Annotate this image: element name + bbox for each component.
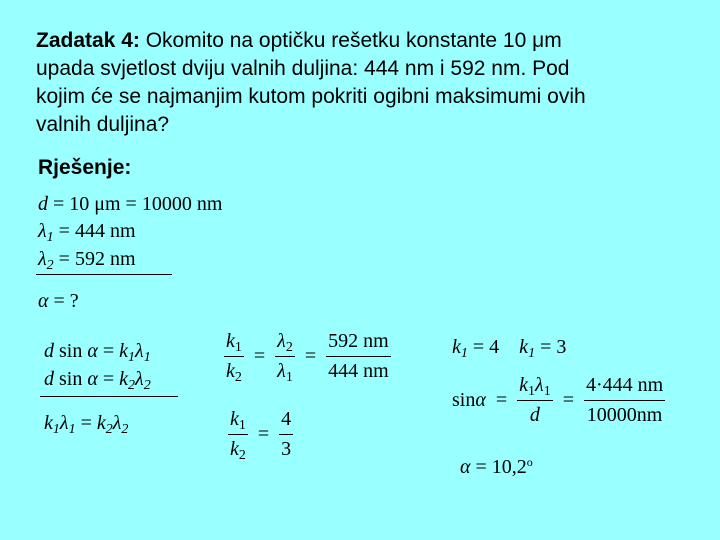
given-lambda1-value: = 444 nm [58, 220, 136, 242]
solution-heading: Rješenje: [38, 156, 132, 179]
ratio-result: $\frac{k_1}{k_2}$ = $\frac{4}{3}$ [230, 408, 292, 464]
given-alpha-value: = ? [53, 290, 79, 312]
result-value: = 10,2 [475, 456, 527, 478]
sin-numerator: 4·444 [585, 374, 633, 396]
value-3: 3 [281, 438, 292, 460]
value-592: 592 [328, 330, 359, 352]
value-444: 444 [328, 360, 359, 382]
k1-value: = 4 [472, 336, 500, 358]
given-lambda2-value: = 592 nm [58, 248, 136, 270]
ratio-equation: $\frac{k_1}{k_2}$ = $\frac{\lambda_2}{\lambda_1}$ = $\frac{592 nm}{444 nm}$ [226, 330, 389, 386]
fraction-lambda: $\frac{\lambda_2}{\lambda_1}$ [277, 330, 293, 386]
unit-nm-den: nm [363, 360, 389, 382]
fraction-k1-k2: $\frac{k_1}{k_2}$ [226, 330, 242, 386]
unit-nm-num: nm [363, 330, 389, 352]
grating-eq-2: d $\sin \alpha = k_2\lambda_2$ [44, 368, 151, 394]
problem-text-2: upada svjetlost dviju valnih duljina: 444 nm i 592 nm. Pod [36, 57, 570, 80]
given-d: d = 10 μm = 10000 nm [38, 193, 223, 215]
sin-alpha-equation: sinα = $\frac{k_1\lambda_1}{d}$ = $\frac{4\cdot 444 nm}{10000nm}$ [452, 374, 664, 426]
value-4: 4 [279, 408, 293, 435]
k1-prime-value: = 3 [540, 336, 567, 358]
result: $\alpha = 10,2^o$ [460, 454, 533, 478]
fraction-numeric [326, 330, 391, 383]
unit-nm-sin-num: nm [637, 374, 664, 396]
given-alpha: α = ? [38, 290, 79, 312]
problem-text-1: Okomito na optičku rešetku konstante 10 μm [145, 29, 562, 52]
given-lambda2: $\lambda_2 = 592$ nm [38, 248, 136, 274]
problem-label: Zadatak 4: [36, 29, 140, 52]
problem-text-4: valnih duljina? [36, 113, 170, 136]
given-d-value: = 10 μm = 10000 nm [53, 193, 223, 215]
equations-divider [40, 396, 178, 397]
grating-eq-1: d $\sin \alpha = k_1\lambda_1$ [44, 340, 151, 366]
unit-nm-sin-den: nm [636, 404, 663, 426]
given-divider [36, 274, 172, 275]
problem-statement [36, 27, 686, 139]
problem-text-3: kojim će se najmanjim kutom pokriti ogibni maksimumi ovih [36, 85, 586, 108]
given-lambda1: $\lambda_1 = 444$ nm [38, 220, 136, 246]
sin-denominator: 10000 [586, 404, 637, 426]
k-values: $k_1 = 4$ $k_1 = 3$ [452, 336, 567, 362]
equality-eq: $k_1\lambda_1 = k_2\lambda_2$ [44, 412, 129, 438]
